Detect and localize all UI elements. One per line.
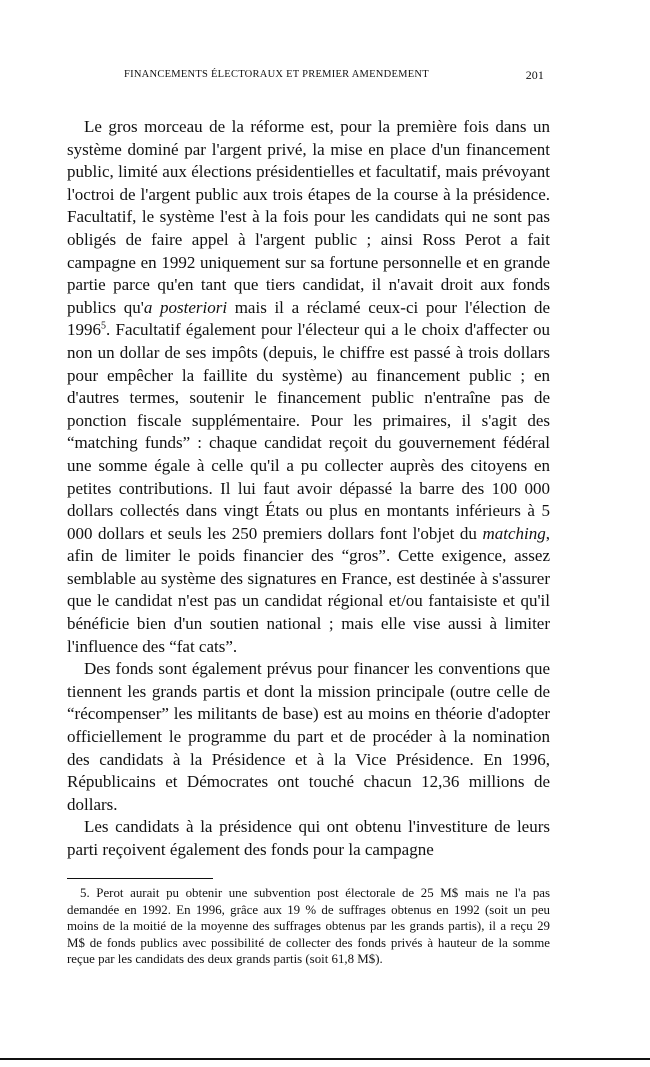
paragraph-2: Des fonds sont également prévus pour financer les conventions que tiennent les grands partis et dont la mission principale (outre celle de “récompenser” les militants de base) est au moins en théorie d'adopter officiellement le programme du part et de procéder à la nomination des candidats à la Présidence et à la Vice Présidence. En 1996, Républicains et Démocrates ont touché chacun 12,36 millions de dollars.	[67, 659, 550, 814]
paragraph-3: Les candidats à la présidence qui ont obtenu l'investiture de leurs parti reçoivent également des fonds pour la campagne	[67, 817, 550, 859]
paragraph-1-part-2: mais il a réclamé ceux-ci pour l'élection de 1996	[67, 297, 550, 340]
footnote-reference: 5	[101, 320, 106, 332]
paragraph-1-part-4: , afin de limiter le poids financier des “gros”. Cette exigence, assez semblable au système des signatures en France, est destinée à s'assurer que le candidat n'est pas un candidat régional et/ou fantaisiste et qu'il bénéficie bien d'un soutien national ; mais elle vise aussi à limiter l'influence des “fat cats”.	[67, 523, 550, 656]
page-number: 201	[525, 68, 544, 82]
main-text	[67, 116, 550, 862]
running-title: FINANCEMENTS ÉLECTORAUX ET PREMIER AMENDEMENT	[124, 69, 429, 80]
paragraph-1-part-3: . Facultatif également pour l'électeur qui a le choix d'affecter ou non un dollar de ses impôts (depuis, le chiffre est passé à trois dollars pour empêcher la faillite du système) au financement public ; en d'autres termes, soutenir le financement public n'entraîne pas de ponction fiscale supplémentaire. Pour les primaires, il s'agit des “matching funds” : chaque candidat reçoit du gouvernement fédéral une somme égale à celle qu'il a pu collecter auprès des citoyens en petites contributions. Il lui faut avoir dépassé la barre des 100 000 dollars collectés dans vingt États ou plus en montants inférieurs à 5 000 dollars et seuls les 250 premiers dollars font l'objet du	[67, 320, 550, 543]
footnote-5: 5. Perot aurait pu obtenir une subvention post électorale de 25 M$ mais ne l'a pas demandée en 1992. En 1996, grâce aux 19 % de suffrages obtenus en 1992 (soit un peu moins de la moitié de la moyenne des suffrages obtenus par les grands partis), il a reçu 29 M$ de fonds publics avec possibilité de collecter des fonds privés à hauteur de la somme reçue par les candidats des deux grands partis (soit 61,8 M$).	[67, 886, 550, 967]
footnote-divider	[67, 878, 213, 879]
italic-matching: matching	[482, 523, 546, 543]
italic-a-posteriori: a posteriori	[143, 297, 228, 317]
paragraph-1-part-1: Le gros morceau de la réforme est, pour la première fois dans un système dominé par l'argent privé, la mise en place d'un financement public, limité aux élections présidentielles et facultatif, mais prévoyant l'octroi de l'argent public aux trois étapes de la course à la présidence. Facultatif, le système l'est à la fois pour les candidats qui ne sont pas obligés de faire appel à l'argent public ; ainsi Ross Perot a fait campagne en 1992 uniquement sur sa fortune personnelle et en grande partie parce qu'en tant que tiers candidat, il n'avait droit aux fonds publics qu'	[67, 117, 550, 317]
page-bottom-edge	[0, 1058, 650, 1060]
paragraph-1	[67, 116, 550, 658]
running-header	[124, 68, 544, 80]
